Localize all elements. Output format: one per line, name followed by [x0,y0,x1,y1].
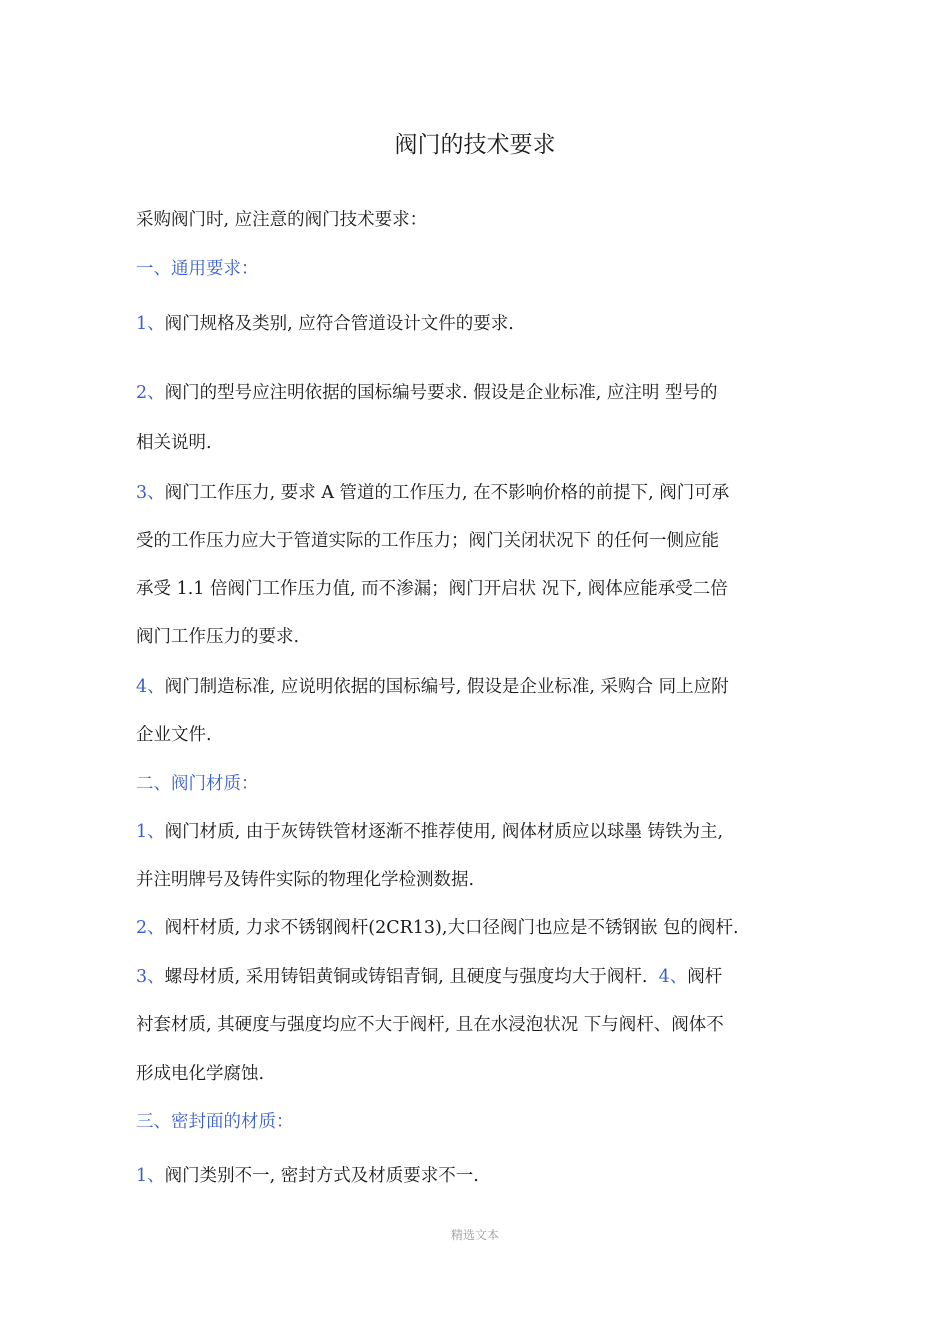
s2-item-3 [136,965,722,989]
s1-item-3-cont: 阀门工作压力的要求. [136,627,300,647]
section-1-heading: 一、通用要求： [136,259,259,279]
item-number: 2、 [136,383,165,403]
s1-item-3-cont: 受的工作压力应大于管道实际的工作压力；阀门关闭状况下 的任何一侧应能 [136,531,720,551]
s2-item-2 [136,916,739,940]
s1-item-4-cont: 企业文件. [136,725,212,745]
item-number: 1、 [136,822,165,842]
item-text: 阀门制造标准, 应说明依据的国标编号, 假设是企业标准, 采购合 同上应附 [164,677,729,697]
s3-item-1 [136,1164,479,1188]
page-footer: 精选文本 [450,1228,499,1242]
s1-item-3-cont: 承受 1.1 倍阀门工作压力值, 而不渗漏；阀门开启状 况下, 阀体应能承受二倍 [136,579,728,599]
s2-item-1 [136,820,723,844]
s1-item-2 [136,381,717,405]
section-3-heading: 三、密封面的材质： [136,1112,294,1132]
document-title: 阀门的技术要求 [394,132,556,158]
item-text: 阀门工作压力, 要求 A 管道的工作压力, 在不影响价格的前提下, 阀门可承 [164,483,730,503]
item-number: 3、 [136,967,165,987]
item-text: 阀门的型号应注明依据的国标编号要求. 假设是企业标准, 应注明 型号的 [164,383,718,403]
item-text: 阀杆材质, 力求不锈钢阀杆(2CR13),大口径阀门也应是不锈钢嵌 包的阀杆. [164,918,739,938]
item-number: 1、 [136,1166,165,1186]
item-number: 3、 [136,483,165,503]
item-text: 阀门材质, 由于灰铸铁管材逐渐不推荐使用, 阀体材质应以球墨 铸铁为主, [164,822,724,842]
item-number: 2、 [136,918,165,938]
s1-item-4 [136,675,729,699]
item-number: 4、 [136,677,165,697]
s2-item-1-cont: 并注明牌号及铸件实际的物理化学检测数据. [136,870,475,890]
item-number: 4、 [658,967,688,987]
s1-item-2-cont: 相关说明. [136,433,212,453]
item-text: 阀门规格及类别, 应符合管道设计文件的要求. [164,314,514,334]
s2-item-4-cont: 衬套材质, 其硬度与强度均应不大于阀杆, 且在水浸泡状况 下与阀杆、阀体不 [136,1015,724,1035]
item-text: 阀门类别不一, 密封方式及材质要求不一. [164,1166,479,1186]
intro-text: 采购阀门时, 应注意的阀门技术要求： [136,210,428,230]
item-text: 螺母材质, 采用铸铝黄铜或铸铝青铜, 且硬度与强度均大于阀杆. [164,967,648,987]
section-2-heading: 二、阀门材质： [136,774,259,794]
item-text: 阀杆 [687,967,723,987]
item-number: 1、 [136,314,165,334]
s1-item-1 [136,312,514,336]
s2-item-4-cont: 形成电化学腐蚀. [136,1064,265,1084]
s1-item-3 [136,481,729,505]
